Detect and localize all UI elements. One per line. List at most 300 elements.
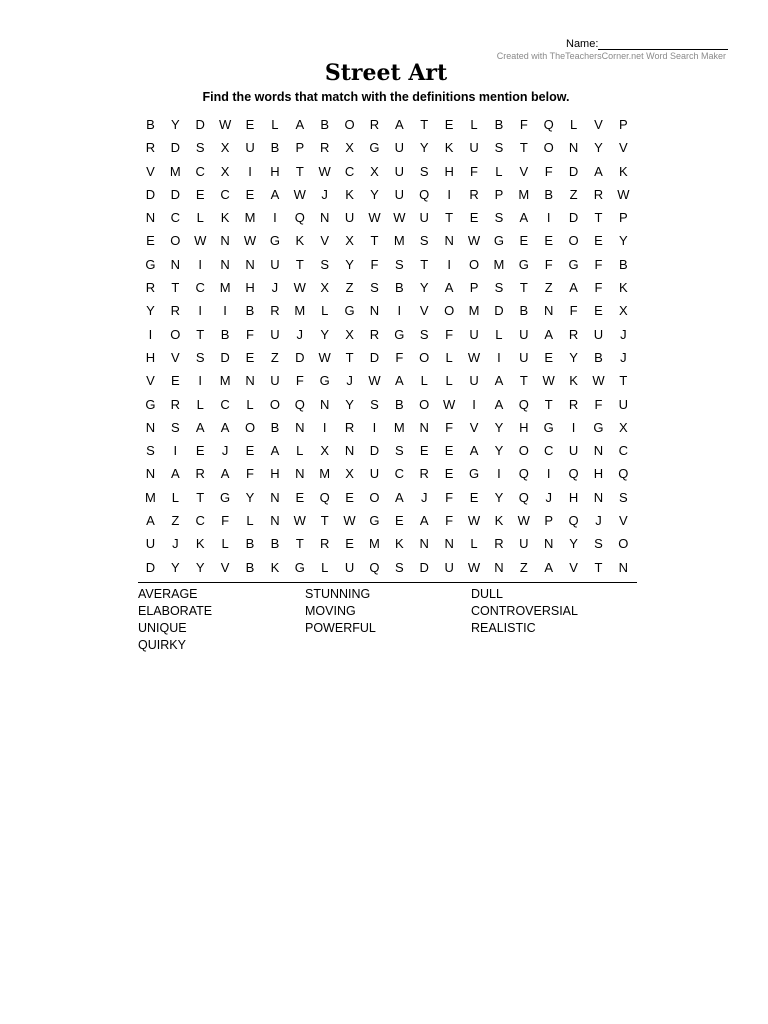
grid-letter[interactable]: E	[469, 489, 479, 505]
grid-letter[interactable]: W	[617, 186, 630, 202]
grid-letter[interactable]: A	[220, 466, 230, 482]
grid-letter[interactable]: W	[517, 513, 530, 529]
grid-letter[interactable]: S	[494, 280, 504, 296]
grid-letter[interactable]: L	[196, 396, 204, 412]
grid-letter[interactable]: B	[594, 349, 603, 365]
grid-letter[interactable]: H	[568, 489, 579, 505]
grid-letter[interactable]: U	[344, 210, 355, 226]
grid-letter[interactable]: D	[295, 349, 305, 365]
grid-letter[interactable]: F	[519, 117, 528, 132]
grid-letter[interactable]: Q	[319, 489, 330, 505]
grid-letter[interactable]: Y	[594, 140, 603, 156]
grid-letter[interactable]: C	[220, 396, 230, 412]
grid-letter[interactable]: R	[319, 536, 330, 552]
grid-letter[interactable]: W	[343, 513, 356, 529]
grid-letter[interactable]: A	[594, 163, 603, 179]
grid-letter[interactable]: I	[198, 373, 203, 389]
grid-letter[interactable]: J	[595, 513, 602, 529]
grid-letter[interactable]: Y	[494, 443, 504, 459]
grid-letter[interactable]: P	[295, 140, 305, 156]
grid-letter[interactable]: U	[519, 536, 529, 552]
grid-letter[interactable]: B	[544, 186, 554, 202]
grid-letter[interactable]: X	[370, 163, 379, 179]
grid-letter[interactable]: Z	[345, 280, 354, 296]
grid-letter[interactable]: F	[594, 280, 603, 296]
grid-letter[interactable]: E	[395, 513, 404, 529]
grid-letter[interactable]: R	[145, 280, 156, 296]
grid-letter[interactable]: S	[370, 280, 379, 296]
grid-letter[interactable]: G	[493, 233, 504, 249]
grid-letter[interactable]: F	[246, 326, 254, 342]
grid-letter[interactable]: F	[445, 419, 454, 435]
grid-letter[interactable]: H	[145, 349, 156, 365]
grid-letter[interactable]: L	[221, 536, 229, 552]
grid-letter[interactable]: K	[494, 513, 504, 529]
grid-letter[interactable]: Z	[270, 349, 279, 365]
grid-letter[interactable]: I	[497, 349, 501, 365]
grid-letter[interactable]: I	[397, 303, 402, 319]
grid-letter[interactable]: S	[494, 210, 504, 226]
grid-letter[interactable]: P	[619, 117, 628, 132]
grid-letter[interactable]: F	[470, 163, 478, 179]
grid-letter[interactable]: U	[270, 373, 280, 389]
grid-letter[interactable]: U	[469, 140, 479, 156]
grid-letter[interactable]: G	[294, 559, 305, 575]
grid-letter[interactable]: Z	[569, 186, 578, 202]
grid-letter[interactable]: U	[245, 140, 255, 156]
grid-letter[interactable]: J	[221, 443, 229, 459]
grid-letter[interactable]: N	[419, 536, 429, 552]
grid-letter[interactable]: N	[145, 419, 156, 435]
grid-letter[interactable]: K	[619, 163, 628, 179]
grid-letter[interactable]: C	[195, 513, 205, 529]
grid-letter[interactable]: Q	[568, 513, 579, 529]
grid-letter[interactable]: L	[271, 117, 279, 132]
grid-letter[interactable]: H	[245, 280, 255, 296]
grid-letter[interactable]: E	[345, 489, 354, 505]
grid-letter[interactable]: A	[220, 419, 230, 435]
grid-letter[interactable]: G	[518, 256, 529, 272]
grid-letter[interactable]: O	[419, 349, 430, 365]
grid-letter[interactable]: L	[321, 303, 329, 319]
grid-letter[interactable]: L	[495, 163, 503, 179]
grid-letter[interactable]: Q	[369, 559, 380, 575]
grid-letter[interactable]: Q	[568, 466, 579, 482]
grid-letter[interactable]: I	[198, 303, 203, 319]
grid-letter[interactable]: N	[544, 536, 554, 552]
grid-letter[interactable]: U	[394, 140, 405, 156]
grid-letter[interactable]: Q	[518, 466, 529, 482]
grid-letter[interactable]: H	[270, 466, 280, 482]
grid-letter[interactable]: L	[246, 396, 254, 412]
grid-letter[interactable]: V	[619, 140, 628, 156]
grid-letter[interactable]: N	[369, 303, 380, 319]
grid-letter[interactable]: A	[295, 117, 305, 132]
grid-letter[interactable]: V	[171, 349, 180, 365]
grid-letter[interactable]: W	[467, 559, 481, 575]
grid-letter[interactable]: L	[321, 559, 329, 575]
grid-letter[interactable]: N	[270, 513, 280, 529]
grid-letter[interactable]: Y	[419, 280, 429, 296]
grid-letter[interactable]: Y	[146, 303, 155, 319]
grid-letter[interactable]: I	[447, 186, 451, 202]
grid-letter[interactable]: X	[345, 466, 354, 482]
grid-letter[interactable]: Q	[294, 396, 305, 412]
grid-letter[interactable]: Y	[195, 559, 205, 575]
grid-letter[interactable]: U	[145, 536, 156, 552]
grid-letter[interactable]: I	[447, 256, 451, 272]
grid-letter[interactable]: N	[444, 536, 454, 552]
grid-letter[interactable]: A	[494, 373, 504, 389]
grid-letter[interactable]: B	[245, 559, 255, 575]
grid-letter[interactable]: F	[395, 349, 404, 365]
grid-letter[interactable]: R	[369, 117, 380, 132]
grid-letter[interactable]: Q	[294, 210, 305, 226]
grid-letter[interactable]: L	[569, 117, 578, 132]
grid-letter[interactable]: X	[220, 140, 230, 156]
grid-letter[interactable]: N	[544, 303, 554, 319]
grid-letter[interactable]: N	[220, 256, 230, 272]
grid-letter[interactable]: A	[419, 513, 429, 529]
grid-letter[interactable]: M	[145, 489, 156, 505]
grid-letter[interactable]: I	[372, 419, 377, 435]
grid-letter[interactable]: T	[420, 256, 429, 272]
grid-letter[interactable]: L	[246, 513, 254, 529]
grid-letter[interactable]: T	[594, 210, 603, 226]
grid-letter[interactable]: Q	[618, 466, 629, 482]
grid-letter[interactable]: Y	[494, 489, 504, 505]
grid-letter[interactable]: S	[320, 256, 330, 272]
grid-letter[interactable]: G	[344, 303, 355, 319]
grid-letter[interactable]: J	[346, 373, 353, 389]
grid-letter[interactable]: Y	[370, 186, 379, 202]
grid-letter[interactable]: K	[619, 280, 628, 296]
grid-letter[interactable]: I	[173, 443, 178, 459]
grid-letter[interactable]: J	[172, 536, 179, 552]
grid-letter[interactable]: U	[593, 326, 604, 342]
grid-letter[interactable]: M	[518, 186, 530, 202]
grid-letter[interactable]: G	[543, 419, 554, 435]
grid-letter[interactable]: R	[195, 466, 205, 482]
grid-letter[interactable]: D	[369, 443, 380, 459]
grid-letter[interactable]: E	[594, 233, 603, 249]
grid-letter[interactable]: Y	[345, 396, 354, 412]
grid-letter[interactable]: R	[145, 140, 156, 156]
grid-letter[interactable]: W	[467, 513, 481, 529]
grid-letter[interactable]: W	[293, 513, 306, 529]
grid-letter[interactable]: V	[594, 117, 603, 132]
grid-letter[interactable]: T	[295, 256, 304, 272]
grid-letter[interactable]: T	[519, 280, 528, 296]
grid-letter[interactable]: U	[519, 349, 529, 365]
grid-letter[interactable]: U	[618, 396, 629, 412]
grid-letter[interactable]: C	[195, 163, 205, 179]
grid-letter[interactable]: J	[321, 186, 328, 202]
grid-letter[interactable]: K	[444, 140, 454, 156]
grid-letter[interactable]: B	[245, 536, 255, 552]
grid-letter[interactable]: U	[270, 256, 280, 272]
grid-letter[interactable]: G	[369, 513, 380, 529]
grid-letter[interactable]: S	[195, 140, 205, 156]
grid-letter[interactable]: D	[568, 210, 579, 226]
grid-letter[interactable]: E	[245, 117, 255, 132]
grid-letter[interactable]: X	[345, 233, 354, 249]
grid-letter[interactable]: K	[295, 233, 305, 249]
grid-letter[interactable]: C	[544, 443, 554, 459]
grid-letter[interactable]: N	[245, 256, 255, 272]
grid-letter[interactable]: A	[544, 559, 554, 575]
grid-letter[interactable]: W	[318, 163, 331, 179]
grid-letter[interactable]: L	[495, 326, 503, 342]
grid-letter[interactable]: G	[394, 326, 405, 342]
grid-letter[interactable]: B	[519, 303, 529, 319]
grid-letter[interactable]: T	[196, 489, 205, 505]
grid-letter[interactable]: L	[171, 489, 179, 505]
grid-letter[interactable]: D	[494, 303, 504, 319]
grid-letter[interactable]: I	[546, 210, 551, 226]
grid-letter[interactable]: Z	[544, 280, 553, 296]
grid-letter[interactable]: Q	[518, 489, 529, 505]
grid-letter[interactable]: O	[170, 326, 181, 342]
grid-letter[interactable]: Y	[569, 349, 578, 365]
grid-letter[interactable]: B	[220, 326, 230, 342]
grid-letter[interactable]: N	[295, 419, 305, 435]
grid-letter[interactable]: I	[546, 466, 551, 482]
grid-letter[interactable]: H	[519, 419, 529, 435]
grid-letter[interactable]: D	[170, 140, 181, 156]
grid-letter[interactable]: B	[395, 396, 404, 412]
grid-letter[interactable]: V	[519, 163, 529, 179]
grid-letter[interactable]: N	[145, 466, 156, 482]
grid-letter[interactable]: R	[170, 303, 181, 319]
grid-letter[interactable]: W	[442, 396, 456, 412]
grid-letter[interactable]: C	[195, 280, 205, 296]
grid-letter[interactable]: P	[494, 186, 504, 202]
grid-letter[interactable]: E	[544, 349, 554, 365]
grid-letter[interactable]: V	[619, 513, 628, 529]
grid-letter[interactable]: V	[146, 373, 155, 389]
grid-letter[interactable]: W	[368, 210, 381, 226]
grid-letter[interactable]: A	[171, 466, 180, 482]
grid-letter[interactable]: N	[220, 233, 230, 249]
grid-letter[interactable]: J	[271, 280, 279, 296]
grid-letter[interactable]: D	[568, 163, 579, 179]
grid-letter[interactable]: N	[593, 489, 604, 505]
grid-letter[interactable]: R	[469, 186, 479, 202]
grid-letter[interactable]: I	[248, 163, 252, 179]
grid-letter[interactable]: W	[467, 349, 481, 365]
grid-letter[interactable]: A	[469, 443, 479, 459]
grid-letter[interactable]: A	[146, 513, 155, 529]
grid-letter[interactable]: K	[195, 536, 205, 552]
grid-letter[interactable]: O	[419, 396, 430, 412]
grid-letter[interactable]: Y	[245, 489, 255, 505]
grid-letter[interactable]: L	[196, 210, 204, 226]
grid-letter[interactable]: T	[370, 233, 379, 249]
grid-letter[interactable]: Z	[171, 513, 180, 529]
grid-letter[interactable]: R	[369, 326, 380, 342]
grid-letter[interactable]: E	[469, 210, 479, 226]
grid-letter[interactable]: O	[444, 303, 455, 319]
grid-letter[interactable]: R	[270, 303, 280, 319]
grid-letter[interactable]: O	[344, 117, 355, 132]
grid-letter[interactable]: P	[469, 280, 479, 296]
grid-letter[interactable]: B	[395, 280, 404, 296]
grid-letter[interactable]: R	[419, 466, 429, 482]
grid-letter[interactable]: I	[497, 466, 501, 482]
grid-letter[interactable]: O	[369, 489, 380, 505]
grid-letter[interactable]: I	[198, 256, 203, 272]
grid-letter[interactable]: K	[345, 186, 354, 202]
grid-letter[interactable]: T	[295, 163, 304, 179]
grid-letter[interactable]: U	[344, 559, 355, 575]
grid-letter[interactable]: A	[569, 280, 578, 296]
grid-letter[interactable]: N	[170, 256, 181, 272]
grid-letter[interactable]: G	[369, 140, 380, 156]
grid-letter[interactable]: N	[344, 443, 355, 459]
grid-letter[interactable]: E	[146, 233, 155, 249]
grid-letter[interactable]: K	[270, 559, 280, 575]
grid-letter[interactable]: E	[594, 303, 603, 319]
grid-letter[interactable]: F	[569, 303, 578, 319]
grid-letter[interactable]: M	[219, 373, 231, 389]
grid-letter[interactable]: F	[544, 163, 553, 179]
grid-letter[interactable]: O	[568, 233, 579, 249]
grid-letter[interactable]: F	[370, 256, 379, 272]
grid-letter[interactable]: G	[593, 419, 604, 435]
grid-letter[interactable]: C	[394, 466, 405, 482]
grid-letter[interactable]: U	[469, 373, 479, 389]
grid-letter[interactable]: G	[220, 489, 231, 505]
grid-letter[interactable]: L	[420, 373, 428, 389]
grid-letter[interactable]: W	[368, 373, 381, 389]
grid-letter[interactable]: G	[145, 256, 156, 272]
grid-letter[interactable]: T	[544, 396, 553, 412]
grid-letter[interactable]: B	[146, 117, 155, 132]
grid-letter[interactable]: A	[195, 419, 205, 435]
grid-letter[interactable]: B	[494, 117, 504, 132]
grid-letter[interactable]: N	[618, 559, 629, 575]
grid-letter[interactable]: E	[419, 443, 429, 459]
grid-letter[interactable]: T	[295, 536, 304, 552]
grid-letter[interactable]: W	[467, 233, 481, 249]
grid-letter[interactable]: S	[594, 536, 603, 552]
grid-letter[interactable]: I	[571, 419, 576, 435]
grid-letter[interactable]: K	[395, 536, 404, 552]
grid-letter[interactable]: T	[420, 117, 429, 132]
grid-letter[interactable]: B	[245, 303, 255, 319]
grid-letter[interactable]: C	[344, 163, 355, 179]
grid-letter[interactable]: L	[296, 443, 304, 459]
grid-letter[interactable]: N	[444, 233, 454, 249]
grid-letter[interactable]: C	[220, 186, 230, 202]
grid-letter[interactable]: M	[468, 303, 480, 319]
grid-letter[interactable]: A	[444, 280, 454, 296]
grid-letter[interactable]: V	[146, 163, 155, 179]
grid-letter[interactable]: Y	[320, 326, 330, 342]
grid-letter[interactable]: S	[195, 349, 205, 365]
grid-letter[interactable]: O	[468, 256, 480, 272]
grid-letter[interactable]: F	[445, 326, 454, 342]
grid-letter[interactable]: S	[419, 163, 429, 179]
grid-letter[interactable]: T	[345, 349, 354, 365]
grid-letter[interactable]: H	[270, 163, 280, 179]
grid-letter[interactable]: T	[594, 559, 603, 575]
grid-letter[interactable]: R	[319, 140, 330, 156]
grid-letter[interactable]: V	[320, 233, 330, 249]
grid-letter[interactable]: N	[319, 210, 330, 226]
grid-letter[interactable]: B	[619, 256, 628, 272]
grid-letter[interactable]: S	[395, 443, 404, 459]
grid-letter[interactable]: C	[618, 443, 629, 459]
grid-letter[interactable]: G	[145, 396, 156, 412]
grid-letter[interactable]: B	[320, 117, 330, 132]
grid-letter[interactable]: M	[294, 303, 306, 319]
grid-letter[interactable]: G	[468, 466, 480, 482]
grid-letter[interactable]: R	[568, 326, 579, 342]
grid-letter[interactable]: R	[593, 186, 604, 202]
grid-letter[interactable]: X	[320, 443, 330, 459]
grid-letter[interactable]: H	[593, 466, 604, 482]
grid-letter[interactable]: D	[220, 349, 230, 365]
grid-letter[interactable]: N	[494, 559, 504, 575]
grid-letter[interactable]: F	[594, 396, 603, 412]
grid-letter[interactable]: O	[244, 419, 256, 435]
grid-letter[interactable]: A	[270, 443, 280, 459]
grid-letter[interactable]: O	[269, 396, 280, 412]
grid-letter[interactable]: M	[319, 466, 331, 482]
grid-letter[interactable]: U	[369, 466, 380, 482]
grid-letter[interactable]: D	[170, 186, 181, 202]
grid-letter[interactable]: Y	[345, 256, 354, 272]
grid-letter[interactable]: E	[345, 536, 354, 552]
grid-letter[interactable]: O	[518, 443, 529, 459]
grid-letter[interactable]: P	[619, 210, 628, 226]
grid-letter[interactable]: F	[221, 513, 230, 529]
grid-letter[interactable]: F	[445, 489, 454, 505]
grid-letter[interactable]: S	[419, 326, 429, 342]
grid-letter[interactable]: V	[569, 559, 578, 575]
grid-letter[interactable]: E	[444, 466, 454, 482]
grid-letter[interactable]: R	[344, 419, 355, 435]
grid-letter[interactable]: E	[444, 117, 454, 132]
name-blank[interactable]	[598, 38, 728, 50]
grid-letter[interactable]: X	[619, 303, 628, 319]
grid-letter[interactable]: N	[593, 443, 604, 459]
grid-letter[interactable]: N	[270, 489, 280, 505]
grid-letter[interactable]: S	[395, 559, 404, 575]
grid-letter[interactable]: L	[445, 349, 453, 365]
grid-letter[interactable]: A	[395, 117, 404, 132]
grid-letter[interactable]: J	[545, 489, 552, 505]
grid-letter[interactable]: F	[445, 513, 454, 529]
grid-letter[interactable]: D	[419, 559, 429, 575]
grid-letter[interactable]: X	[320, 280, 330, 296]
grid-letter[interactable]: J	[620, 326, 627, 342]
grid-letter[interactable]: T	[519, 140, 528, 156]
grid-letter[interactable]: L	[470, 117, 478, 132]
grid-letter[interactable]: T	[196, 326, 205, 342]
grid-letter[interactable]: X	[220, 163, 230, 179]
grid-letter[interactable]: A	[395, 489, 404, 505]
grid-letter[interactable]: N	[245, 373, 255, 389]
grid-letter[interactable]: W	[592, 373, 605, 389]
grid-letter[interactable]: U	[419, 210, 429, 226]
grid-letter[interactable]: M	[393, 233, 405, 249]
grid-letter[interactable]: Y	[494, 419, 504, 435]
grid-letter[interactable]: O	[543, 140, 554, 156]
grid-letter[interactable]: D	[195, 117, 205, 132]
